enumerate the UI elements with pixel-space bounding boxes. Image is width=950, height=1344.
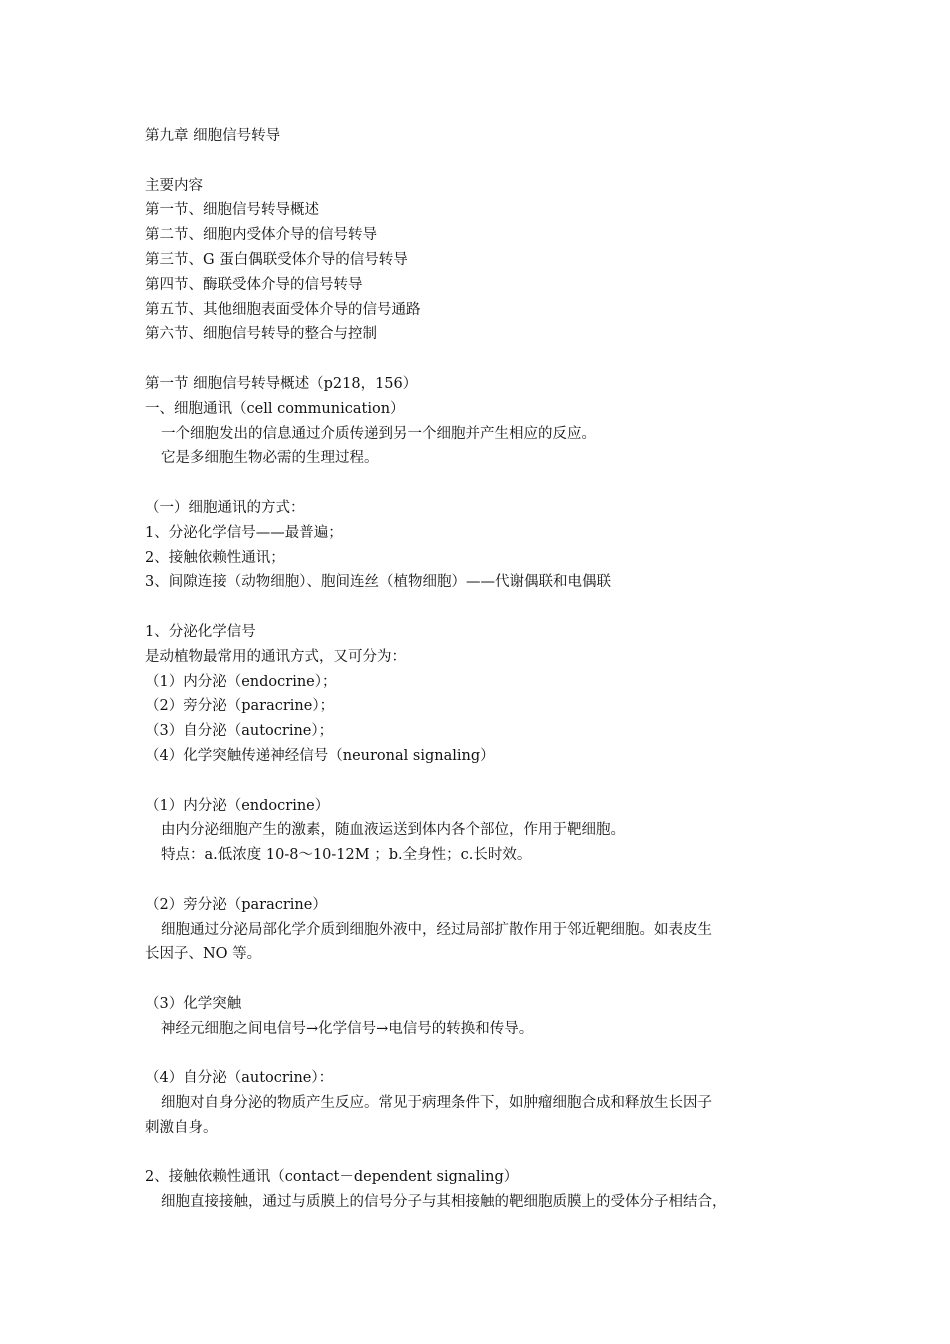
list-item: 3、间隙连接（动物细胞）、胞间连丝（植物细胞）——代谢偶联和电偶联 (145, 574, 611, 591)
paragraph: 细胞对自身分泌的物质产生反应。常见于病理条件下，如肿瘤细胞合成和释放生长因子 (161, 1095, 712, 1112)
spacer (145, 149, 825, 174)
subsection-heading: 2、接触依赖性通讯（contact－dependent signaling） (145, 1169, 519, 1186)
subsection-heading: 一、细胞通讯（cell communication） (145, 400, 405, 417)
subsection-heading: （3）化学突触 (145, 995, 242, 1012)
spacer (145, 595, 825, 620)
list-item: 1、分泌化学信号——最普遍； (145, 524, 343, 541)
document-page (145, 124, 825, 1215)
list-item: （2）旁分泌（paracrine）； (145, 698, 335, 715)
section-heading: 第一节 细胞信号转导概述（p218，156） (145, 375, 418, 392)
spacer (145, 868, 825, 893)
spacer (145, 1041, 825, 1066)
spacer (145, 1141, 825, 1166)
subsection-heading: （4）自分泌（autocrine）： (145, 1070, 334, 1087)
paragraph: 一个细胞发出的信息通过介质传递到另一个细胞并产生相应的反应。 (161, 425, 596, 442)
paragraph: 细胞直接接触，通过与质膜上的信号分子与其相接触的靶细胞质膜上的受体分子相结合， (161, 1194, 727, 1211)
list-item: （4）化学突触传递神经信号（neuronal signaling） (145, 747, 495, 764)
toc-item: 第五节、其他细胞表面受体介导的信号通路 (145, 301, 421, 318)
spacer (145, 967, 825, 992)
paragraph: 是动植物最常用的通讯方式，又可分为： (145, 648, 406, 665)
spacer (145, 769, 825, 794)
toc-item: 第一节、细胞信号转导概述 (145, 202, 319, 219)
contents-heading: 主要内容 (145, 177, 203, 194)
toc-item: 第六节、细胞信号转导的整合与控制 (145, 326, 377, 343)
subsection-heading: （一）细胞通讯的方式： (145, 499, 305, 516)
toc-item: 第四节、酶联受体介导的信号转导 (145, 276, 363, 293)
paragraph-continuation: 长因子、NO 等。 (145, 946, 262, 963)
spacer (145, 471, 825, 496)
toc-item: 第三节、G 蛋白偶联受体介导的信号转导 (145, 251, 408, 268)
chapter-title: 第九章 细胞信号转导 (145, 128, 281, 144)
paragraph: 特点：a.低浓度 10-8～10-12M ；b.全身性；c.长时效。 (161, 847, 532, 864)
toc-item: 第二节、细胞内受体介导的信号转导 (145, 227, 377, 244)
subsection-heading: （2）旁分泌（paracrine） (145, 896, 327, 913)
subsection-heading: （1）内分泌（endocrine） (145, 797, 330, 814)
list-item: （1）内分泌（endocrine）； (145, 673, 337, 690)
paragraph-continuation: 刺激自身。 (145, 1119, 218, 1136)
list-item: 2、接触依赖性通讯； (145, 549, 285, 566)
paragraph: 神经元细胞之间电信号→化学信号→电信号的转换和传导。 (161, 1020, 534, 1037)
subsection-heading: 1、分泌化学信号 (145, 623, 256, 640)
paragraph: 由内分泌细胞产生的激素，随血液运送到体内各个部位，作用于靶细胞。 (161, 822, 625, 839)
list-item: （3）自分泌（autocrine）； (145, 723, 334, 740)
paragraph: 细胞通过分泌局部化学介质到细胞外液中，经过局部扩散作用于邻近靶细胞。如表皮生 (161, 921, 712, 938)
spacer (145, 347, 825, 372)
paragraph: 它是多细胞生物必需的生理过程。 (161, 450, 379, 467)
